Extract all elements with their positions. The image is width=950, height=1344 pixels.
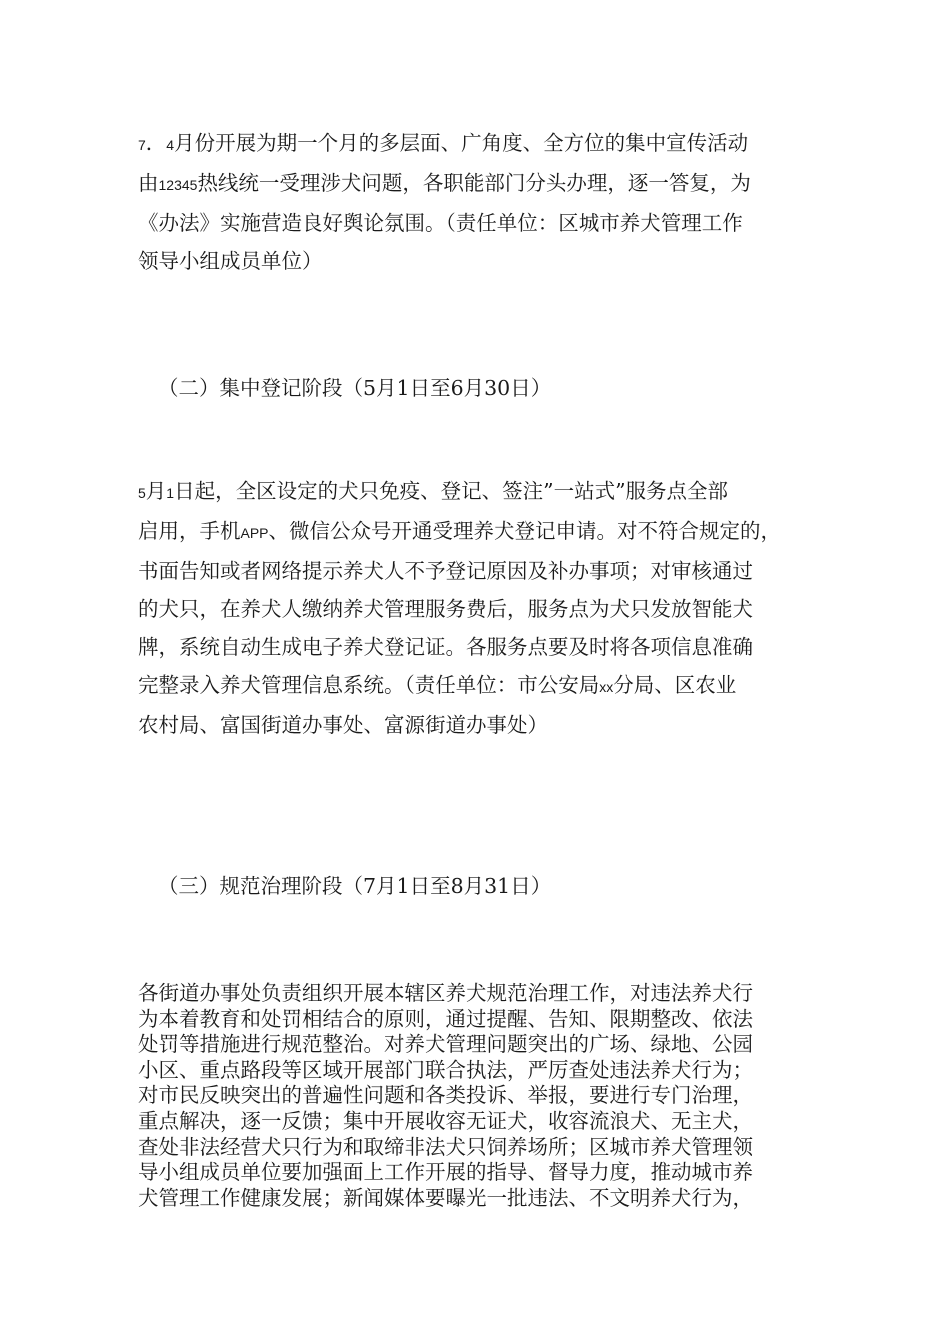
paragraph-line: 的犬只，在养犬人缴纳养犬管理服务费后，服务点为犬只发放智能犬 bbox=[138, 597, 753, 621]
paragraph-line: 为本着教育和处罚相结合的原则，通过提醒、告知、限期整改、依法 bbox=[138, 1006, 753, 1031]
paragraph-line: 农村局、富国街道办事处、富源街道办事处） bbox=[138, 713, 548, 737]
paragraph-governance bbox=[138, 981, 832, 1211]
paragraph-line: 《办法》实施营造良好舆论氛围。（责任单位：区城市养犬管理工作 bbox=[138, 211, 743, 235]
section-heading-registration: （二）集中登记阶段（5月1日至6月30日） bbox=[158, 376, 552, 400]
paragraph-line: 导小组成员单位要加强面上工作开展的指导、督导力度，推动城市养 bbox=[138, 1160, 753, 1185]
paragraph-line: 犬管理工作健康发展；新闻媒体要曝光一批违法、不文明养犬行为， bbox=[138, 1185, 753, 1210]
paragraph-line: 重点解决，逐一反馈；集中开展收容无证犬，收容流浪犬、无主犬， bbox=[138, 1108, 753, 1133]
paragraph-line: 查处非法经营犬只行为和取缔非法犬只饲养场所；区城市养犬管理领 bbox=[138, 1134, 753, 1159]
paragraph-line: 完整录入养犬管理信息系统。（责任单位：市公安局xx分局、区农业 bbox=[138, 673, 737, 697]
paragraph-line: 领导小组成员单位） bbox=[138, 249, 323, 273]
paragraph-line: 启用，手机APP、微信公众号开通受理养犬登记申请。对不符合规定的， bbox=[138, 519, 782, 543]
paragraph-line: 5月1日起，全区设定的犬只免疫、登记、签注”一站式”服务点全部 bbox=[138, 479, 729, 503]
paragraph-registration bbox=[138, 472, 832, 744]
paragraph-line: 由12345热线统一受理涉犬问题，各职能部门分头办理，逐一答复，为 bbox=[138, 171, 751, 195]
paragraph-item-7 bbox=[138, 124, 832, 280]
paragraph-line: 牌，系统自动生成电子养犬登记证。各服务点要及时将各项信息准确 bbox=[138, 635, 753, 659]
paragraph-line: 处罚等措施进行规范整治。对养犬管理问题突出的广场、绿地、公园 bbox=[138, 1032, 753, 1057]
paragraph-line: 7．4月份开展为期一个月的多层面、广角度、全方位的集中宣传活动 bbox=[138, 131, 749, 155]
paragraph-line: 小区、重点路段等区域开展部门联合执法，严厉查处违法养犬行为； bbox=[138, 1057, 753, 1082]
paragraph-line: 书面告知或者网络提示养犬人不予登记原因及补办事项；对审核通过 bbox=[138, 559, 753, 583]
paragraph-line: 各街道办事处负责组织开展本辖区养犬规范治理工作，对违法养犬行 bbox=[138, 981, 753, 1005]
section-heading-governance: （三）规范治理阶段（7月1日至8月31日） bbox=[158, 874, 552, 898]
paragraph-line: 对市民反映突出的普遍性问题和各类投诉、举报，要进行专门治理， bbox=[138, 1083, 753, 1108]
